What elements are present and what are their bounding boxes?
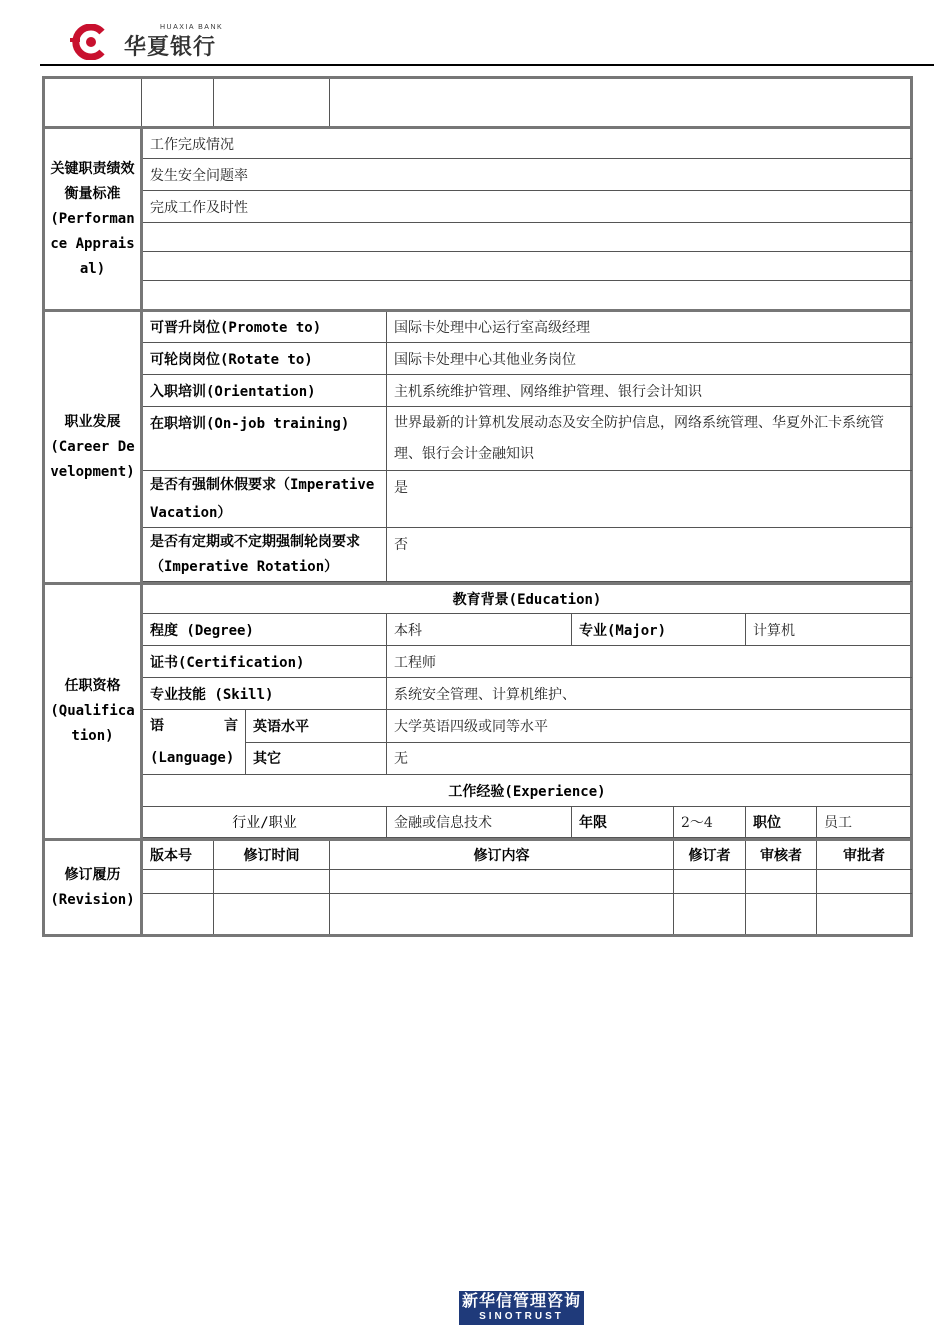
revision-col-reviewer: 审核者: [746, 840, 817, 870]
years-label: 年限: [572, 807, 674, 838]
revision-row: [44, 870, 912, 894]
performance-item: [142, 252, 912, 281]
industry-label: 行业/职业: [142, 807, 387, 838]
page-header: [0, 0, 950, 66]
revision-col-approver: 审批者: [817, 840, 912, 870]
revision-header-row: [44, 840, 912, 870]
job-description-table: [42, 76, 913, 937]
rotate-label: 可轮岗岗位(Rotate to): [142, 343, 387, 375]
huaxia-bank-logo-icon: [70, 24, 112, 60]
skill-value: 系统安全管理、计算机维护、: [387, 678, 912, 710]
performance-item: 工作完成情况: [142, 128, 912, 159]
performance-item: [142, 281, 912, 311]
position-value: 员工: [817, 807, 912, 838]
degree-value: 本科: [387, 614, 572, 646]
sinotrust-logo: 新华信管理咨询 SINOTRUST: [459, 1291, 584, 1325]
other-language-label: 其它: [246, 742, 387, 775]
qualification-section-title: 任职资格 (Qualification): [44, 584, 142, 840]
performance-item: [142, 223, 912, 252]
revision-section-title: 修订履历 (Revision): [44, 840, 142, 936]
promote-label: 可晋升岗位(Promote to): [142, 311, 387, 343]
rotation-value: 否: [387, 528, 912, 582]
onjob-training-value: 世界最新的计算机发展动态及安全防护信息，网络系统管理、华夏外汇卡系统管理、银行会计金融知识: [387, 407, 912, 471]
revision-col-reviser: 修订者: [674, 840, 746, 870]
other-language-value: 无: [387, 742, 912, 775]
certification-value: 工程师: [387, 646, 912, 678]
english-value: 大学英语四级或同等水平: [387, 710, 912, 743]
skill-label: 专业技能 (Skill): [142, 678, 387, 710]
performance-item: 发生安全问题率: [142, 159, 912, 191]
education-header: 教育背景(Education): [142, 584, 912, 614]
degree-label: 程度 (Degree): [142, 614, 387, 646]
career-row: [44, 311, 912, 343]
promote-value: 国际卡处理中心运行室高级经理: [387, 311, 912, 343]
education-header-row: [44, 584, 912, 614]
performance-section-title: 关键职责绩效衡量标准 (Performance Appraisal): [44, 128, 142, 311]
career-section-title: 职业发展 (Career Development): [44, 311, 142, 584]
position-label: 职位: [746, 807, 817, 838]
industry-value: 金融或信息技术: [387, 807, 572, 838]
bank-name-en: HUAXIA BANK: [160, 24, 224, 31]
major-label: 专业(Major): [572, 614, 746, 646]
performance-item: 完成工作及时性: [142, 191, 912, 223]
rotate-value: 国际卡处理中心其他业务岗位: [387, 343, 912, 375]
major-value: 计算机: [746, 614, 912, 646]
orientation-value: 主机系统维护管理、网络维护管理、银行会计知识: [387, 375, 912, 407]
header-divider: [40, 64, 934, 66]
language-label: 语 言 (Language): [142, 710, 246, 775]
vacation-label: 是否有强制休假要求（Imperative Vacation）: [142, 471, 387, 528]
vacation-value: 是: [387, 471, 912, 528]
experience-header: 工作经验(Experience): [142, 775, 912, 807]
revision-row: [44, 894, 912, 936]
revision-col-content: 修订内容: [330, 840, 674, 870]
top-empty-row: [44, 78, 912, 128]
revision-col-version: 版本号: [142, 840, 214, 870]
rotation-label: 是否有定期或不定期强制轮岗要求（Imperative Rotation）: [142, 528, 387, 582]
onjob-training-label: 在职培训(On-job training): [142, 407, 387, 471]
performance-row: [44, 128, 912, 159]
english-label: 英语水平: [246, 710, 387, 743]
orientation-label: 入职培训(Orientation): [142, 375, 387, 407]
years-value: 2～4: [674, 807, 746, 838]
revision-col-time: 修订时间: [214, 840, 330, 870]
bank-name-cn: 华夏银行: [124, 35, 217, 60]
certification-label: 证书(Certification): [142, 646, 387, 678]
